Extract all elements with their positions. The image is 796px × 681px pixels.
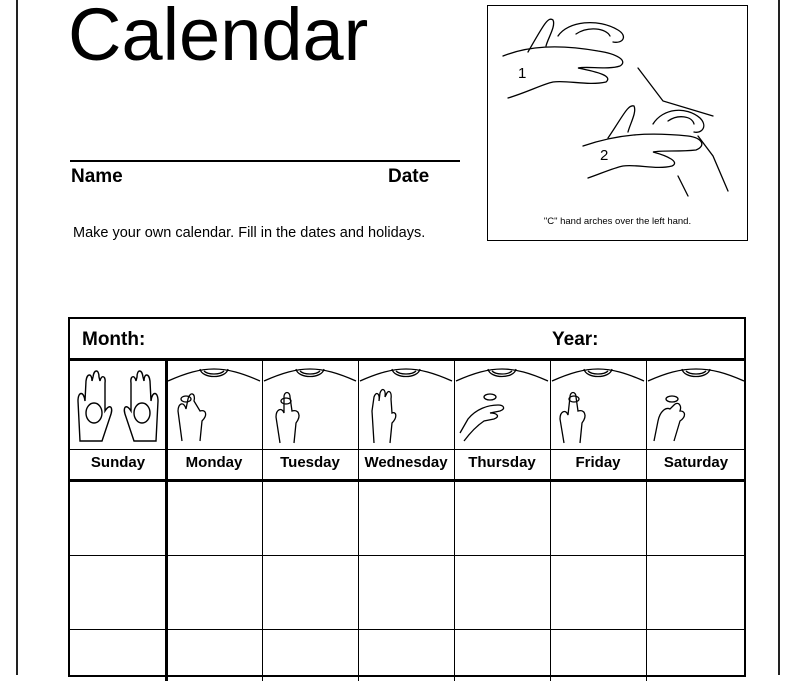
day-header-tuesday	[262, 361, 358, 479]
day-cell[interactable]	[70, 482, 165, 555]
friday-sign-icon	[550, 361, 646, 449]
day-cell[interactable]	[359, 556, 454, 629]
day-cell[interactable]	[647, 556, 744, 629]
sign-illustration-box	[487, 5, 748, 241]
day-label-sunday: Sunday	[70, 449, 166, 477]
year-label: Year:	[552, 329, 599, 350]
day-cell[interactable]	[168, 482, 262, 555]
instructions-text: Make your own calendar. Fill in the dates and holidays.	[73, 225, 426, 241]
thursday-sign-icon	[454, 361, 550, 449]
day-cell[interactable]	[263, 482, 358, 555]
step-2-number: 2	[600, 147, 609, 164]
day-label-saturday: Saturday	[646, 449, 746, 477]
day-header-sunday	[70, 361, 166, 479]
wednesday-sign-icon	[358, 361, 454, 449]
tuesday-sign-icon	[262, 361, 358, 449]
day-label-friday: Friday	[550, 449, 646, 477]
date-label: Date	[388, 166, 430, 187]
day-cell[interactable]	[551, 556, 646, 629]
name-date-line	[70, 160, 460, 162]
page-title: Calendar	[68, 0, 369, 76]
name-label: Name	[71, 166, 123, 187]
week-row-divider	[70, 629, 744, 630]
day-cell[interactable]	[551, 482, 646, 555]
saturday-sign-icon	[646, 361, 746, 449]
day-header-wednesday	[358, 361, 454, 479]
day-label-thursday: Thursday	[454, 449, 550, 477]
day-cell[interactable]	[455, 482, 550, 555]
day-header-friday	[550, 361, 646, 479]
day-cell[interactable]	[70, 556, 165, 629]
day-cell[interactable]	[359, 482, 454, 555]
sign-caption: "C" hand arches over the left hand.	[543, 216, 692, 227]
step-1-number: 1	[518, 65, 527, 82]
calendar-grid	[68, 317, 746, 677]
calendar-header	[70, 319, 744, 361]
month-label: Month:	[82, 329, 146, 350]
day-header-saturday	[646, 361, 746, 479]
calendar-sign-hands-icon	[488, 6, 747, 240]
sunday-sign-icon	[70, 361, 166, 449]
day-cell[interactable]	[455, 556, 550, 629]
day-cell[interactable]	[263, 556, 358, 629]
day-header-thursday	[454, 361, 550, 479]
monday-sign-icon	[166, 361, 262, 449]
day-label-wednesday: Wednesday	[358, 449, 454, 477]
day-header-monday	[166, 361, 262, 479]
day-cell[interactable]	[168, 556, 262, 629]
day-cell[interactable]	[647, 482, 744, 555]
day-label-monday: Monday	[166, 449, 262, 477]
day-label-tuesday: Tuesday	[262, 449, 358, 477]
